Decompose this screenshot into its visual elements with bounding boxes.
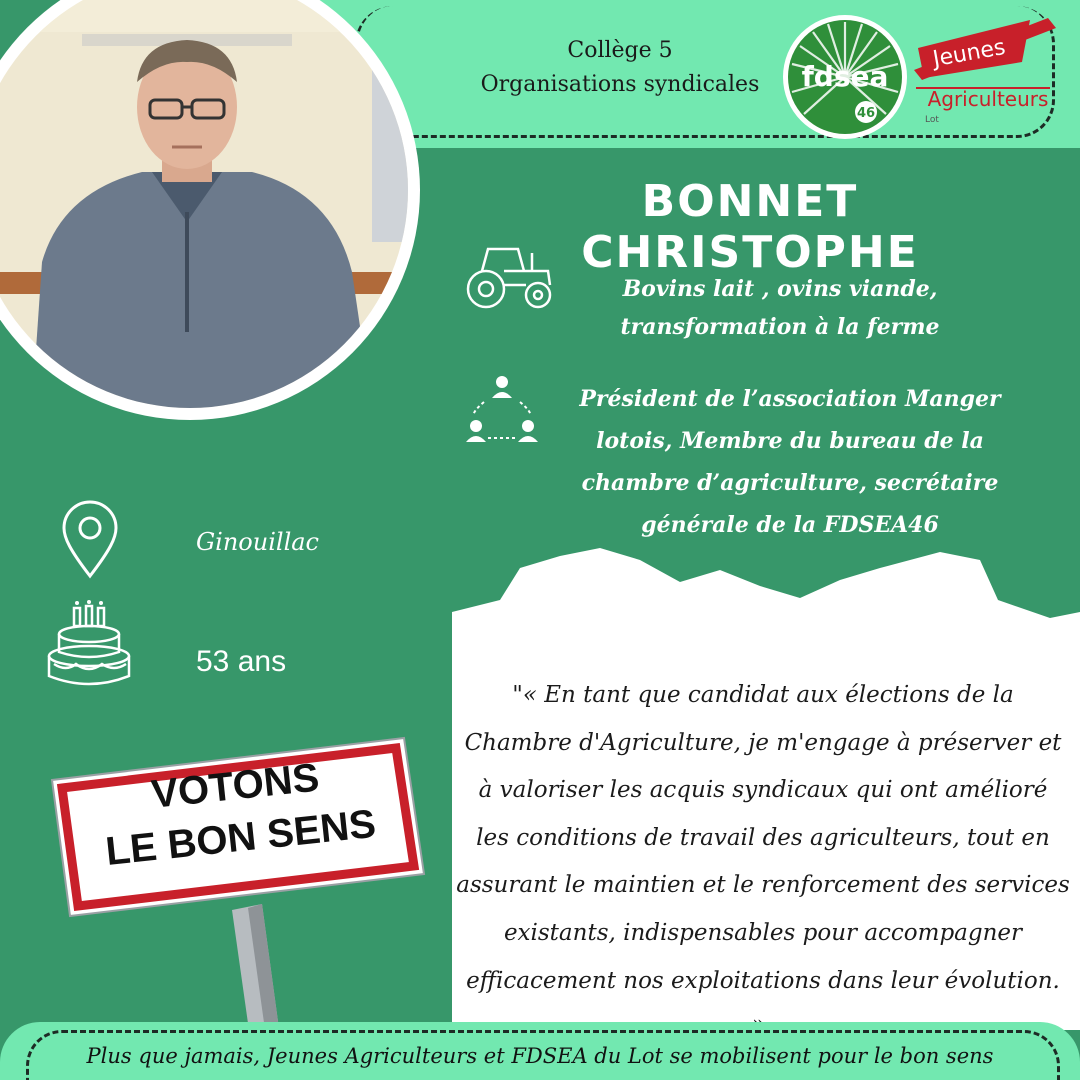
quote-line-7: efficacement nos exploitations dans leur évolution. [466,967,1060,994]
quote-line-4: les conditions de travail des agriculteurs, tout en [476,824,1050,851]
quote-line-2: Chambre d'Agriculture, je m'engage à préserver et [464,729,1062,756]
quote-line-1: "« En tant que candidat aux élections de la [512,682,1014,708]
roles-line-2: lotois, Membre du bureau de la [596,428,984,454]
production-line-1: Bovins lait , ovins viande, [622,276,938,302]
quote-line-5: assurant le maintien et le renforcement des services [456,872,1070,899]
production-line-2: transformation à la ferme [620,314,940,340]
roles-line-1: Président de l’association Manger [579,386,1001,412]
roles-line-4: générale de la FDSEA46 [641,512,939,538]
age-text: 53 ans [196,645,287,678]
roles-line-3: chambre d’agriculture, secrétaire [581,470,999,496]
fdsea-logo-text: fdsea [801,60,889,93]
college-organisation: Organisations syndicales [480,72,760,97]
ja-logo-lot: Lot [925,115,939,125]
ja-logo-agriculteurs: Agriculteurs [927,87,1049,111]
road-sign-line-1: VOTONS [149,755,322,817]
footer-text: Plus que jamais, Jeunes Agriculteurs et FDSEA du Lot se mobilisent pour le bon sens [86,1044,994,1068]
candidate-name: BONNET CHRISTOPHE [581,176,919,278]
ja-logo-jeunes: Jeunes [931,34,1008,73]
candidate-quote [448,672,1078,1005]
quote-line-6: existants, indispensables pour accompagner [503,919,1023,946]
quote-line-3: à valoriser les acquis syndicaux qui ont amélioré [478,777,1048,804]
location-text: Ginouillac [196,528,319,556]
road-sign-line-2: LE BON SENS [103,801,378,874]
college-number: Collège 5 [567,38,673,63]
fdsea-logo-number: 46 [856,106,876,121]
